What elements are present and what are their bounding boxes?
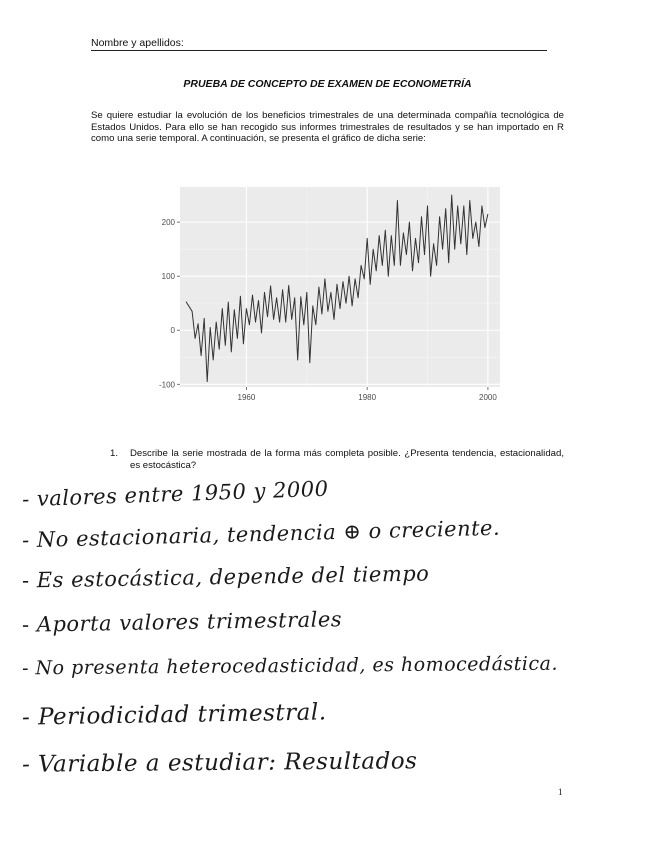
exam-title: PRUEBA DE CONCEPTO DE EXAMEN DE ECONOMETRÍA (183, 78, 472, 90)
answer-line-5: - No presenta heterocedasticidad, es homocedástica. (21, 652, 559, 680)
answer-line-2: - No estacionaria, tendencia ⊕ o creciente. (21, 515, 501, 553)
answer-line-6: - Periodicidad trimestral. (21, 699, 327, 731)
y-tick-label: -100 (158, 380, 175, 390)
y-tick-label: 0 (170, 326, 175, 336)
y-tick-label: 200 (161, 218, 175, 228)
question-text: Describe la serie mostrada de la forma más completa posible. ¿Presenta tendencia, estacionalidad, es estocástica? (130, 448, 564, 471)
x-tick-label: 1960 (237, 393, 256, 402)
answer-line-4: - Aporta valores trimestrales (21, 607, 343, 637)
time-series-chart (140, 183, 505, 413)
page-number: 1 (558, 787, 563, 797)
question-number: 1. (110, 448, 119, 459)
x-tick-label: 2000 (479, 393, 497, 402)
answer-line-3: - Es estocástica, depende del tiempo (21, 561, 430, 593)
name-field (91, 37, 547, 51)
question-1 (110, 448, 564, 471)
name-label: Nombre y apellidos: (91, 37, 184, 49)
answer-line-7: - Variable a estudiar: Resultados (21, 748, 418, 778)
intro-paragraph: Se quiere estudiar la evolución de los beneficios trimestrales de una determinada compañía tecnológica de Estados Unidos. Para ello se han recogido sus informes trimestrales de resultados y se han importado en R como una serie temporal. A continuación, se presenta el gráfico de dicha serie: (91, 110, 564, 145)
x-tick-label: 1980 (358, 393, 377, 402)
answer-line-1: - valores entre 1950 y 2000 (21, 476, 329, 512)
y-tick-label: 100 (161, 272, 175, 282)
